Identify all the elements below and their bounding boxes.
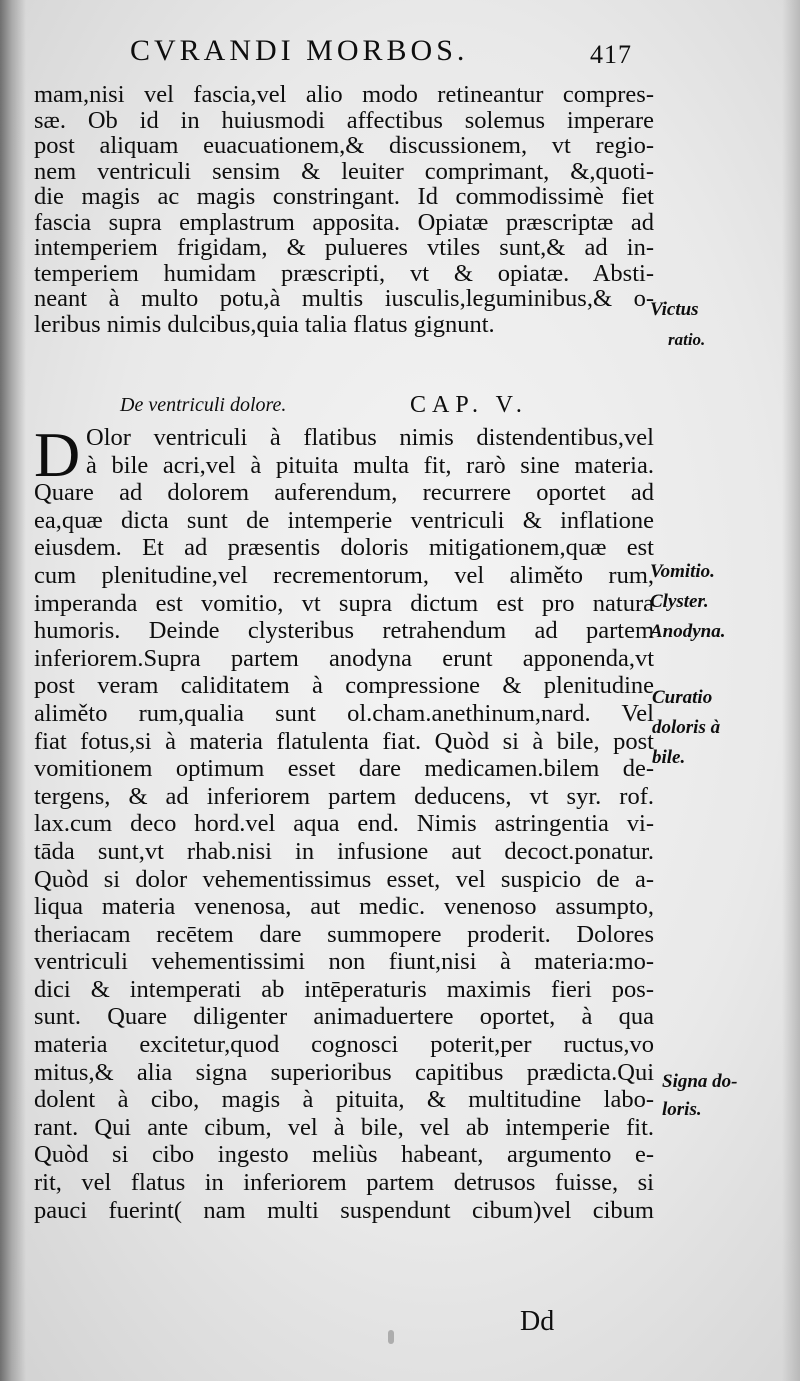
margin-note-loris: loris. — [662, 1099, 702, 1120]
ink-smudge — [388, 1330, 394, 1344]
margin-note-victus: Victus — [650, 299, 699, 320]
catchword: Dd — [520, 1306, 555, 1337]
text-line: temperiem humidam præscripti, vt & opiatæ. Absti- — [34, 260, 654, 286]
margin-note-signa: Signa do- — [662, 1071, 738, 1092]
margin-note-bile: bile. — [652, 747, 686, 768]
text-line: post aliquam euacuationem,& discussionem, vt regio- — [34, 133, 654, 159]
text-line: cum plenitudine,vel recrementorum, vel aliměto rum, — [34, 561, 654, 589]
page-edge-shadow — [782, 0, 800, 1381]
page-number: 417 — [590, 40, 632, 69]
margin-note-anodyna: Anodyna. — [650, 621, 726, 642]
margin-note-vomitio: Vomitio. — [650, 561, 715, 582]
text-line: dolent à cibo, magis à pituita, & multitudine labo- — [34, 1086, 654, 1114]
page-gutter-shadow — [0, 0, 26, 1381]
margin-note-doloris: doloris à — [652, 717, 721, 738]
drop-cap: D — [34, 419, 81, 490]
text-line: sunt. Quare diligenter animaduertere oportet, à qua — [34, 1003, 654, 1031]
paragraph-2 — [34, 419, 654, 1224]
text-line: imperanda est vomitio, vt supra dictum est pro natura — [34, 589, 654, 617]
text-line: inferiorem.Supra partem anodyna erunt apponenda,vt — [34, 644, 654, 672]
text-line: fiat fotus,si à materia flatulenta fiat. Quòd si à bile, post — [34, 727, 654, 755]
text-line: tāda sunt,vt rhab.nisi in infusione aut decoct.ponatur. — [34, 837, 654, 865]
text-line: ea,quæ dicta sunt de intemperie ventriculi & inflatione — [34, 506, 654, 534]
text-line: Quare ad dolorem auferendum, recurrere oportet ad — [34, 479, 654, 507]
text-line: neant à multo potu,à multis iusculis,leguminibus,& o- — [34, 286, 654, 312]
chapter-subtitle: De ventriculi dolore. — [120, 394, 287, 416]
text-line: lax.cum deco hord.vel aqua end. Nimis astringentia vi- — [34, 810, 654, 838]
text-line: die magis ac magis constringant. Id commodissimè fiet — [34, 184, 654, 210]
margin-note-curatio: Curatio — [652, 687, 713, 708]
text-line: theriacam recētem dare summopere proderit. Dolores — [34, 920, 654, 948]
chapter-heading — [120, 392, 640, 422]
text-line: aliměto rum,qualia sunt ol.cham.anethinum,nard. Vel — [34, 699, 654, 727]
text-line: vomitionem optimum esset dare medicamen.bilem de- — [34, 755, 654, 783]
text-line: eiusdem. Et ad præsentis doloris mitigationem,quæ est — [34, 534, 654, 562]
text-line: liqua materia venenosa, aut medic. venenoso assumpto, — [34, 893, 654, 921]
margin-note-ratio: ratio. — [668, 330, 706, 349]
text-line: mam,nisi vel fascia,vel alio modo retineantur compres- — [34, 82, 654, 108]
text-line: sæ. Ob id in huiusmodi affectibus solemus imperare — [34, 107, 654, 133]
text-line: Olor ventriculi à flatibus nimis distendentibus,vel — [86, 424, 654, 451]
text-line: post veram caliditatem à compressione & plenitudine — [34, 672, 654, 700]
text-line: rit, vel flatus in inferiorem partem detrusos fuisse, si — [34, 1169, 654, 1197]
text-line: à bile acri,vel à pituita multa fit, rarò sine materia. — [86, 451, 654, 479]
text-line: ventriculi vehementissimi non fiunt,nisi à materia:mo- — [34, 948, 654, 976]
text-line: dici & intemperati ab intēperaturis maximis fieri pos- — [34, 975, 654, 1003]
page-header — [120, 34, 660, 74]
paragraph-1 — [34, 82, 654, 337]
text-line: pauci fuerint( nam multi suspendunt cibum)vel cibum — [34, 1196, 654, 1224]
running-title: CVRANDI MORBOS. — [130, 34, 469, 67]
text-line: rant. Qui ante cibum, vel à bile, vel ab intemperie fit. — [34, 1113, 654, 1141]
text-line: nem ventriculi sensim & leuiter comprimant, &,quoti- — [34, 158, 654, 184]
text-line: humoris. Deinde clysteribus retrahendum ad partem — [34, 617, 654, 645]
text-line: tergens, & ad inferiorem partem deducens, vt syr. rof. — [34, 782, 654, 810]
text-line: leribus nimis dulcibus,quia talia flatus gignunt. — [34, 311, 495, 337]
text-line: fascia supra emplastrum apposita. Opiatæ præscriptæ ad — [34, 209, 654, 235]
chapter-number: CAP. V. — [410, 392, 528, 418]
text-line: mitus,& alia signa superioribus capitibus prædicta.Qui — [34, 1058, 654, 1086]
text-line: materia excitetur,quod cognosci poterit,per ructus,vo — [34, 1031, 654, 1059]
text-line: Quòd si dolor vehementissimus esset, vel suspicio de a- — [34, 865, 654, 893]
text-line: Quòd si cibo ingesto meliùs habeant, argumento e- — [34, 1141, 654, 1169]
text-line: intemperiem frigidam, & pulueres vtiles sunt,& ad in- — [34, 235, 654, 261]
margin-note-clyster: Clyster. — [650, 591, 709, 612]
